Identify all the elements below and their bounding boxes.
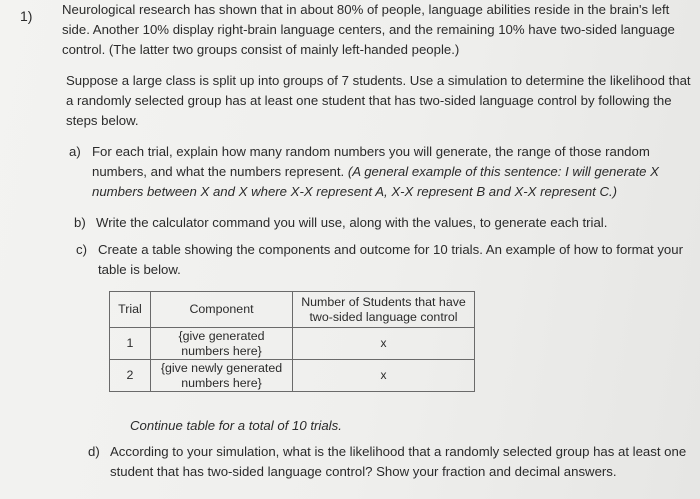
part-a-line-2 — [92, 162, 659, 182]
example-table — [109, 291, 475, 392]
row-2-component — [151, 360, 293, 392]
row-2-trial: 2 — [110, 360, 151, 392]
header-outcome-line-1: Number of Students that have — [301, 294, 466, 309]
setup-line-1: Suppose a large class is split up into groups of 7 students. Use a simulation to determine the likelihood that — [66, 73, 691, 88]
part-c-line-1: Create a table showing the components and outcome for 10 trials. An example of how to format your — [98, 242, 683, 257]
part-d-text — [110, 442, 686, 482]
row-1-outcome: x — [293, 328, 475, 360]
part-a-example-start: (A general example of this sentence: I will generate X — [347, 164, 659, 179]
row-1-component-line-1: {give generated — [178, 328, 265, 343]
part-d-line-2: student that has two-sided language control? Show your fraction and decimal answers. — [110, 464, 617, 479]
table-header-row — [110, 292, 475, 328]
part-a-line-1: For each trial, explain how many random numbers you will generate, the range of those random — [92, 144, 650, 159]
header-outcome — [293, 292, 475, 328]
part-a-line-2-plain: numbers, and what the numbers represent. — [92, 164, 348, 179]
header-component: Component — [151, 292, 293, 328]
row-2-outcome: x — [293, 360, 475, 392]
intro-paragraph — [62, 0, 675, 60]
table-row — [110, 360, 475, 392]
row-2-component-line-2: numbers here} — [181, 375, 262, 390]
part-b-text: Write the calculator command you will use, along with the values, to generate each trial. — [96, 215, 608, 230]
table-row — [110, 328, 475, 360]
continue-note — [130, 416, 342, 436]
setup-line-3: steps below. — [66, 113, 139, 128]
setup-line-2: a randomly selected group has at least one student that has two-sided language control by following the — [66, 93, 672, 108]
part-d-line-1: According to your simulation, what is the likelihood that a randomly selected group has at least one — [110, 444, 687, 459]
part-a-line-3 — [92, 182, 659, 202]
setup-paragraph — [66, 71, 691, 131]
intro-line-1: Neurological research has shown that in about 80% of people, language abilities reside in the brain's left — [62, 2, 670, 17]
header-trial: Trial — [110, 292, 151, 328]
continue-note-text: Continue table for a total of 10 trials. — [130, 418, 342, 433]
part-c-label: c) — [76, 242, 87, 257]
question-number: 1) — [20, 8, 33, 24]
row-2-component-line-1: {give newly generated — [160, 360, 283, 375]
part-c-text — [98, 240, 683, 280]
row-1-trial: 1 — [110, 328, 151, 360]
part-a-label: a) — [69, 144, 81, 159]
row-1-component-line-2: numbers here} — [181, 343, 262, 358]
intro-line-2: side. Another 10% display right-brain language centers, and the remaining 10% have two-sided language — [62, 22, 675, 37]
part-d-label: d) — [88, 444, 100, 459]
part-a-text — [92, 142, 659, 202]
intro-line-3: control. (The latter two groups consist of mainly left-handed people.) — [62, 42, 460, 57]
header-outcome-line-2: two-sided language control — [309, 309, 458, 324]
part-c-line-2: table is below. — [98, 262, 181, 277]
part-b-label: b) — [74, 215, 86, 230]
part-a-example-end: numbers between X and X where X-X represent A, X-X represent B and X-X represent C.) — [92, 184, 618, 199]
row-1-component — [151, 328, 293, 360]
